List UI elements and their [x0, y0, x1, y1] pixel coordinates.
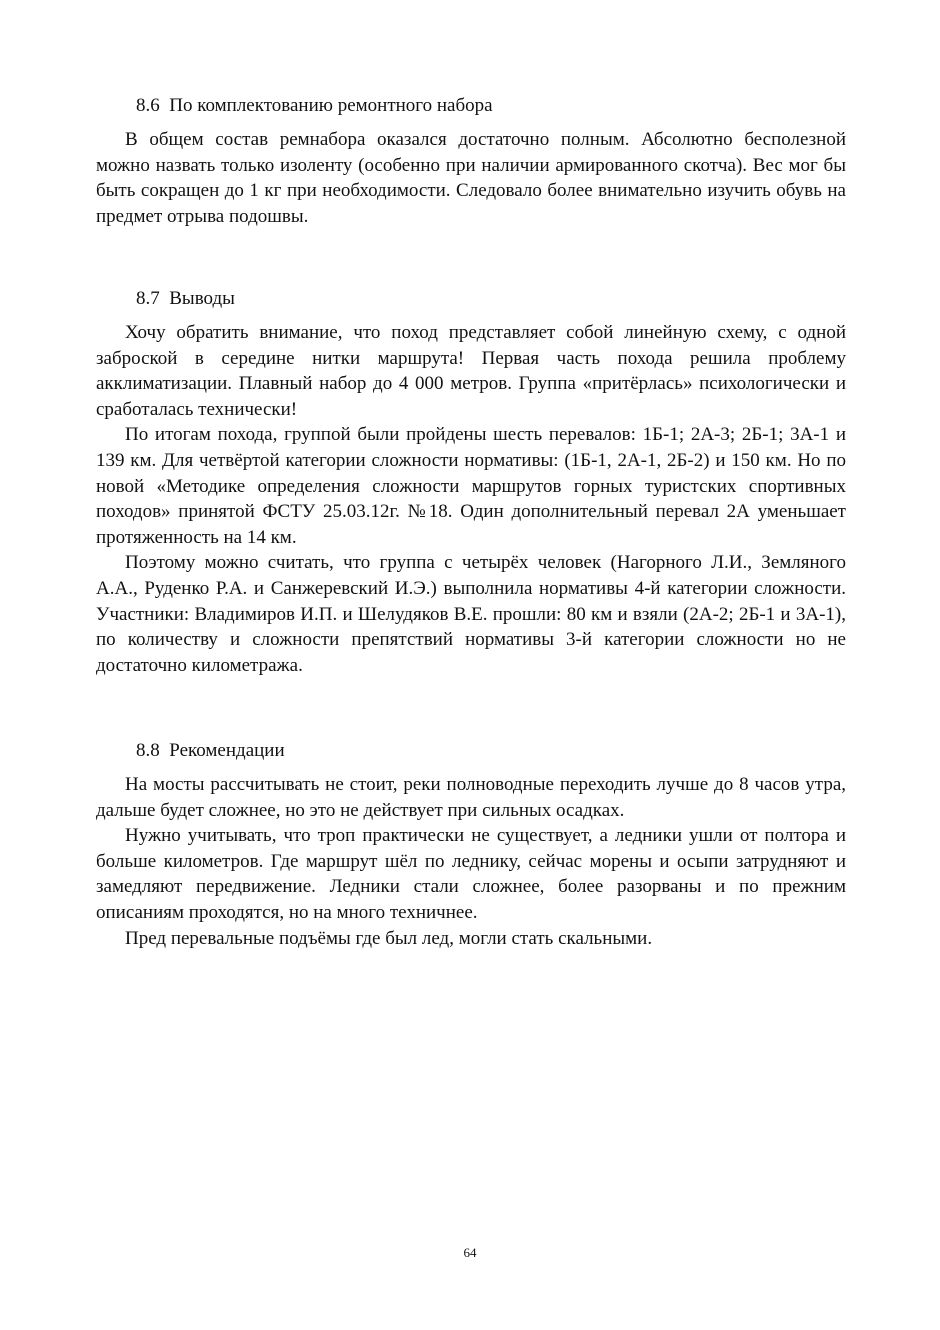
paragraph: Хочу обратить внимание, что поход представляет собой линейную схему, с одной заброской в середине нитки маршрута! Первая часть похода решила проблему акклиматизации. Плавный набор до 4 000 метров. Группа «притёрлась» психологически и сработалась технически!: [96, 322, 846, 420]
paragraph: По итогам похода, группой были пройдены шесть перевалов: 1Б-1; 2А-3; 2Б-1; 3А-1 и 139 км. Для четвёртой категории сложности нормативы: (1Б-1, 2А-1, 2Б-2) и 150 км. Но по новой «Методике определения сложности маршрутов горных туристских спортивных походов» принятой ФСТУ 25.03.12г. №18. Один дополнительный перевал 2А уменьшает протяженность на 14 км.: [96, 424, 846, 548]
paragraph: На мосты рассчитывать не стоит, реки полноводные переходить лучше до 8 часов утра, дальше будет сложнее, но это не действует при сильных осадках.: [96, 774, 846, 821]
paragraph: Поэтому можно считать, что группа с четырёх человек (Нагорного Л.И., Земляного А.А., Руденко Р.А. и Санжеревский И.Э.) выполнила нормативы 4-й категории сложности. Участники: Владимиров И.П. и Шелудяков В.Е. прошли: 80 км и взяли (2А-2; 2Б-1 и 3А-1), по количеству и сложности препятствий нормативы 3-й категории сложности но не достаточно километража.: [96, 552, 846, 676]
section-8-8: [96, 738, 846, 951]
section-heading: 8.7 Выводы: [136, 288, 235, 309]
paragraph: В общем состав ремнабора оказался достаточно полным. Абсолютно бесполезной можно назвать только изоленту (особенно при наличии армированного скотча). Вес мог бы быть сокращен до 1 кг при необходимости. Следовало более внимательно изучить обувь на предмет отрыва подошвы.: [96, 129, 846, 227]
section-8-7: [96, 286, 846, 678]
section-heading: 8.6 По комплектованию ремонтного набора: [136, 95, 493, 116]
section-8-6: [96, 93, 846, 229]
paragraph: Нужно учитывать, что троп практически не существует, а ледники ушли от полтора и больше километров. Где маршрут шёл по леднику, сейчас морены и осыпи затрудняют и замедляют передвижение. Ледники стали сложнее, более разорваны и по прежним описаниям проходятся, но на много техничнее.: [96, 825, 846, 923]
page-number: 64: [463, 1245, 477, 1260]
paragraph: Пред перевальные подъёмы где был лед, могли стать скальными.: [125, 927, 653, 949]
section-heading: 8.8 Рекомендации: [136, 740, 285, 761]
